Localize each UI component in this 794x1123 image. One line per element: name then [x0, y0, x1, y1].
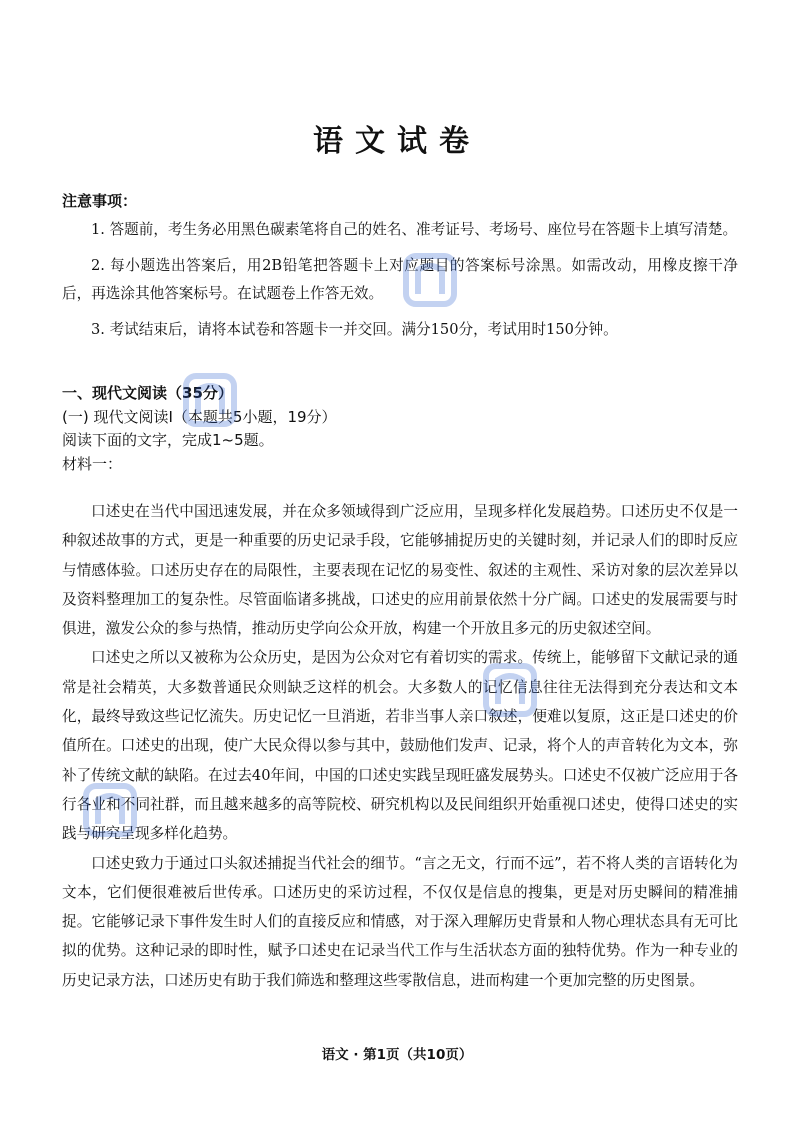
- notice-heading: 注意事项：: [62, 192, 138, 210]
- paragraph-2: 口述史之所以又被称为公众历史，是因为公众对它有着切实的需求。传统上，能够留下文献记录的通常是社会精英，大多数普通民众则缺乏这样的机会。大多数人的记忆信息往往无法得到充分表达和文本化，最终导致这些记忆流失。历史记忆一旦消逝，若非当事人亲口叙述，便难以复原，这正是口述史的价值所在。口述史的出现，使广大民众得以参与其中，鼓励他们发声、记录，将个人的声音转化为文本，弥补了传统文献的缺陷。在过去40年间，中国的口述史实践呈现旺盛发展势头。口述史不仅被广泛应用于各行各业和不同社群，而且越来越多的高等院校、研究机构以及民间组织开始重视口述史，使得口述史的实践与研究呈现多样化趋势。: [62, 649, 738, 843]
- section-header: [62, 382, 738, 476]
- page-title: 语文试卷: [313, 124, 481, 159]
- notice-item-3: 3. 考试结束后，请将本试卷和答题卡一并交回。满分150分，考试用时150分钟。: [91, 321, 618, 338]
- notice-list: [62, 216, 738, 344]
- sub-section-heading: (一) 现代文阅读Ⅰ（本题共5小题，19分）: [62, 407, 337, 426]
- notice-item-2: 2. 每小题选出答案后，用2B铅笔把答题卡上对应题目的答案标号涂黑。如需改动，用橡皮擦干净后，再选涂其他答案标号。在试题卷上作答无效。: [62, 257, 738, 302]
- paragraph-1: 口述史在当代中国迅速发展，并在众多领域得到广泛应用，呈现多样化发展趋势。口述历史不仅是一种叙述故事的方式，更是一种重要的历史记录手段，它能够捕捉历史的关键时刻，并记录人们的即时反应与情感体验。口述历史存在的局限性，主要表现在记忆的易变性、叙述的主观性、采访对象的层次差异以及资料整理加工的复杂性。尽管面临诸多挑战，口述史的应用前景依然十分广阔。口述史的发展需要与时俱进，激发公众的参与热情，推动历史学向公众开放，构建一个开放且多元的历史叙述空间。: [62, 503, 738, 638]
- paragraph-3: 口述史致力于通过口头叙述捕捉当代社会的细节。“言之无文，行而不远”，若不将人类的言语转化为文本，它们便很难被后世传承。口述历史的采访过程，不仅仅是信息的搜集，更是对历史瞬间的精准捕捉。它能够记录下事件发生时人们的直接反应和情感，对于深入理解历史背景和人物心理状态具有无可比拟的优势。这种记录的即时性，赋予口述史在记录当代工作与生活状态方面的独特优势。作为一种专业的历史记录方法，口述历史有助于我们筛选和整理这些零散信息，进而构建一个更加完整的历史图景。: [62, 854, 738, 989]
- material-text: [62, 497, 738, 995]
- page-footer: 语文 · 第1页（共10页）: [321, 1047, 473, 1063]
- material-label: 材料一：: [62, 454, 123, 473]
- notice-item-1: 1. 答题前，考生务必用黑色碳素笔将自己的姓名、准考证号、考场号、座位号在答题卡上填写清楚。: [91, 221, 738, 238]
- section-heading: 一、现代文阅读（35分）: [62, 384, 233, 402]
- reading-instruction: 阅读下面的文字，完成1~5题。: [62, 431, 274, 449]
